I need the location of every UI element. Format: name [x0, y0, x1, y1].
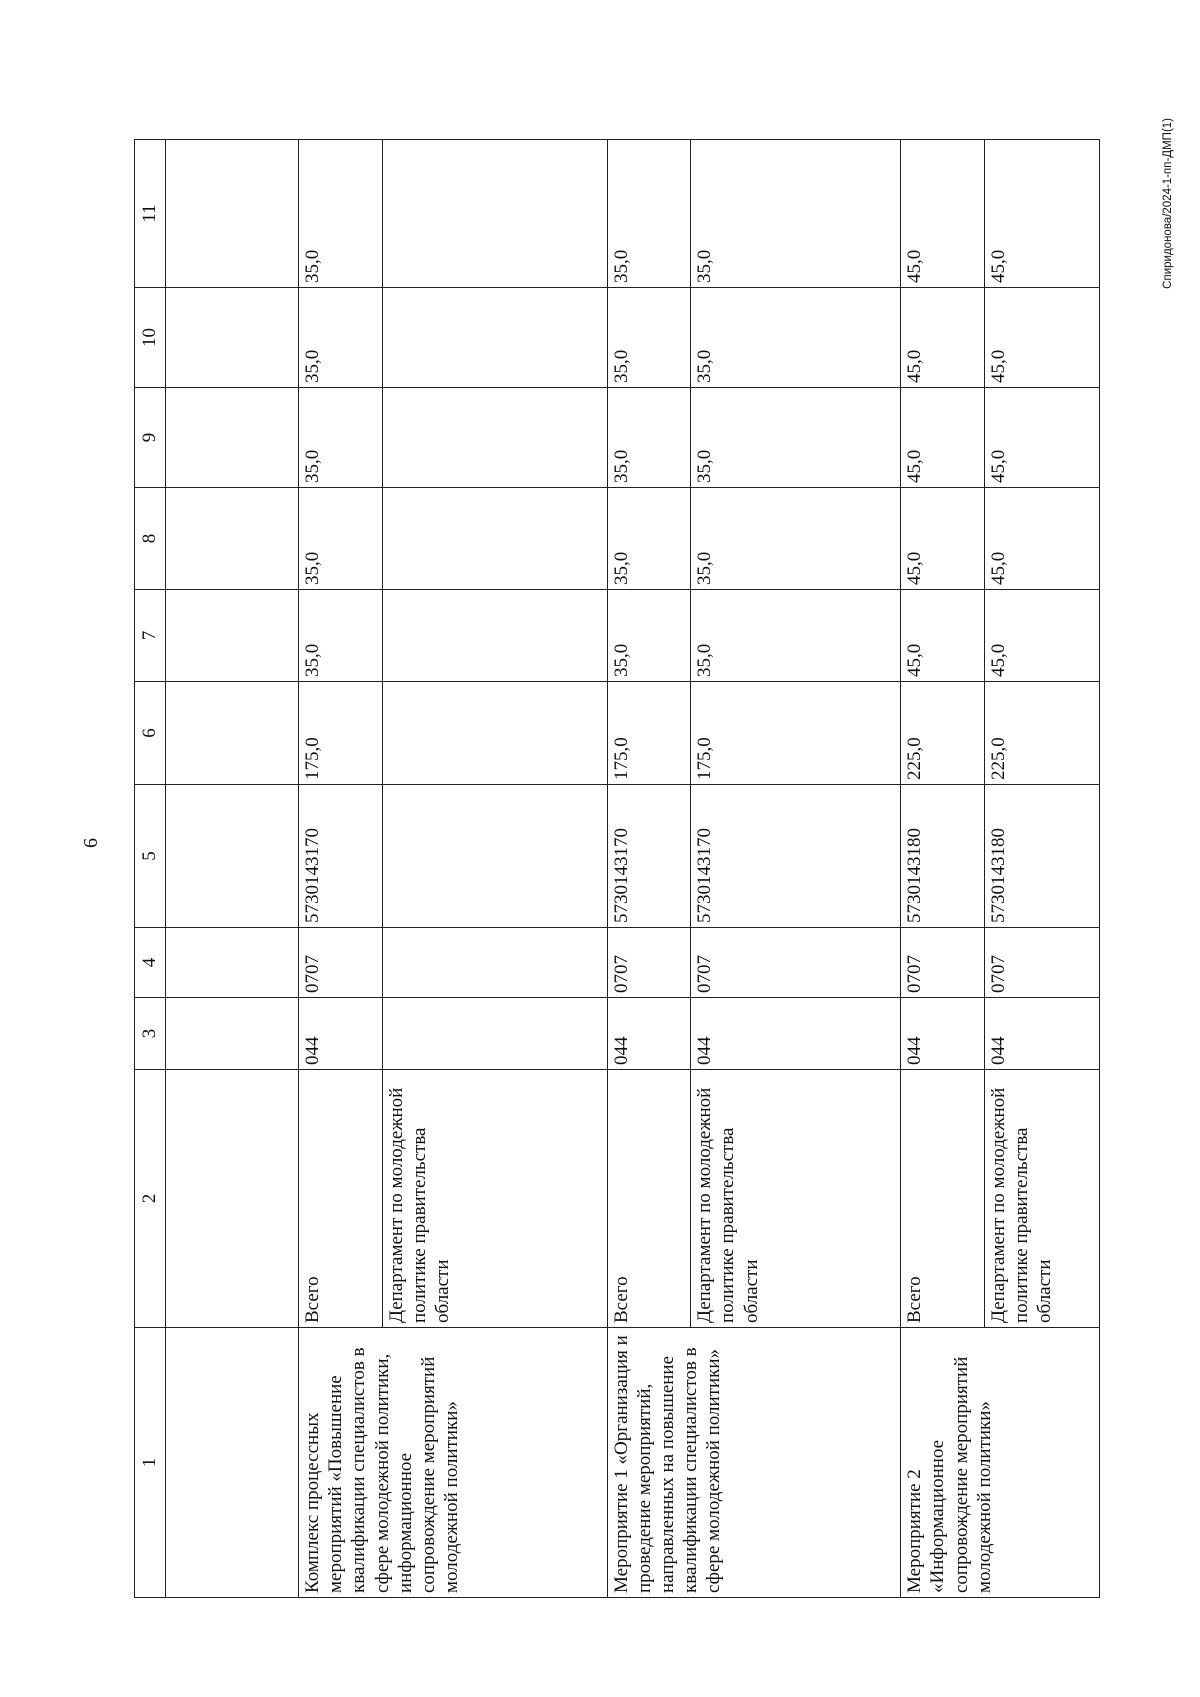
cell-col3: 044: [607, 998, 691, 1070]
cell-col6: 175,0: [607, 682, 691, 785]
table-row: [901, 140, 985, 1598]
cell-col10: 45,0: [985, 288, 1100, 388]
header-cell: 7: [135, 590, 166, 682]
empty-cell: [166, 928, 299, 998]
empty-cell: [166, 1070, 299, 1328]
cell-col5: 5730143170: [299, 785, 383, 928]
cell-col11: 35,0: [299, 140, 383, 288]
header-cell: 9: [135, 388, 166, 488]
cell-col9: 35,0: [607, 388, 691, 488]
cell-col7: 35,0: [299, 590, 383, 682]
table-row: [607, 140, 691, 1598]
cell-col9: 35,0: [691, 388, 901, 488]
cell-col7: 45,0: [901, 590, 985, 682]
header-cell: 5: [135, 785, 166, 928]
recipient-cell: Всего: [607, 1070, 691, 1328]
header-cell: 3: [135, 998, 166, 1070]
header-cell: 8: [135, 488, 166, 590]
cell-col6: [382, 682, 607, 785]
cell-col5: [382, 785, 607, 928]
cell-col7: 35,0: [691, 590, 901, 682]
empty-cell: [166, 785, 299, 928]
header-cell: 10: [135, 288, 166, 388]
cell-col10: 35,0: [691, 288, 901, 388]
cell-col5: 5730143180: [901, 785, 985, 928]
cell-col10: 35,0: [607, 288, 691, 388]
cell-col4: 0707: [901, 928, 985, 998]
empty-cell: [166, 388, 299, 488]
cell-col9: 45,0: [985, 388, 1100, 488]
cell-col8: [382, 488, 607, 590]
budget-table: [134, 139, 1100, 1598]
cell-col10: 35,0: [299, 288, 383, 388]
recipient-cell: Департамент по молодежной политике правительства области: [382, 1070, 607, 1328]
empty-row: [166, 140, 299, 1598]
header-cell: 11: [135, 140, 166, 288]
cell-col11: [382, 140, 607, 288]
cell-col5: 5730143170: [691, 785, 901, 928]
cell-col8: 35,0: [607, 488, 691, 590]
cell-col4: 0707: [691, 928, 901, 998]
recipient-cell: Департамент по молодежной политике правительства области: [691, 1070, 901, 1328]
cell-col4: [382, 928, 607, 998]
cell-col4: 0707: [607, 928, 691, 998]
header-cell: 1: [135, 1328, 166, 1598]
cell-col9: 35,0: [299, 388, 383, 488]
cell-col7: 35,0: [607, 590, 691, 682]
cell-col8: 45,0: [901, 488, 985, 590]
cell-col8: 35,0: [691, 488, 901, 590]
header-row: [135, 140, 166, 1598]
document-id: Спиридонова/2024-1-пп-ДМП(1): [1162, 118, 1174, 289]
cell-col11: 35,0: [607, 140, 691, 288]
cell-col3: 044: [299, 998, 383, 1070]
cell-col3: [382, 998, 607, 1070]
recipient-cell: Департамент по молодежной политике правительства области: [985, 1070, 1100, 1328]
cell-col3: 044: [901, 998, 985, 1070]
table-row: [299, 140, 383, 1598]
cell-col6: 225,0: [985, 682, 1100, 785]
cell-col3: 044: [691, 998, 901, 1070]
cell-col7: 45,0: [985, 590, 1100, 682]
recipient-cell: Всего: [299, 1070, 383, 1328]
empty-cell: [166, 488, 299, 590]
cell-col3: 044: [985, 998, 1100, 1070]
empty-cell: [166, 288, 299, 388]
empty-cell: [166, 682, 299, 785]
cell-col11: 35,0: [691, 140, 901, 288]
program-name-cell: Мероприятие 2 «Информационное сопровождение мероприятий молодежной политики»: [901, 1328, 1100, 1598]
cell-col5: 5730143170: [607, 785, 691, 928]
header-cell: 2: [135, 1070, 166, 1328]
cell-col6: 175,0: [691, 682, 901, 785]
cell-col11: 45,0: [985, 140, 1100, 288]
cell-col6: 175,0: [299, 682, 383, 785]
cell-col7: [382, 590, 607, 682]
cell-col5: 5730143180: [985, 785, 1100, 928]
cell-col8: 45,0: [985, 488, 1100, 590]
cell-col9: [382, 388, 607, 488]
program-name-cell: Мероприятие 1 «Организация и проведение мероприятий, направленных на повышение квалификации специалистов в сфере молодежной политики»: [607, 1328, 901, 1598]
cell-col8: 35,0: [299, 488, 383, 590]
recipient-cell: Всего: [901, 1070, 985, 1328]
empty-cell: [166, 1328, 299, 1598]
page-number: 6: [80, 838, 102, 848]
empty-cell: [166, 590, 299, 682]
header-cell: 4: [135, 928, 166, 998]
budget-table-container: [134, 140, 1100, 1598]
cell-col4: 0707: [299, 928, 383, 998]
cell-col9: 45,0: [901, 388, 985, 488]
cell-col10: [382, 288, 607, 388]
program-name-cell: Комплекс процессных мероприятий «Повышение квалификации специалистов в сфере молодежной политики, информационное сопровождение мероприятий молодежной политики»: [299, 1328, 608, 1598]
cell-col10: 45,0: [901, 288, 985, 388]
header-cell: 6: [135, 682, 166, 785]
cell-col6: 225,0: [901, 682, 985, 785]
empty-cell: [166, 998, 299, 1070]
empty-cell: [166, 140, 299, 288]
cell-col11: 45,0: [901, 140, 985, 288]
cell-col4: 0707: [985, 928, 1100, 998]
